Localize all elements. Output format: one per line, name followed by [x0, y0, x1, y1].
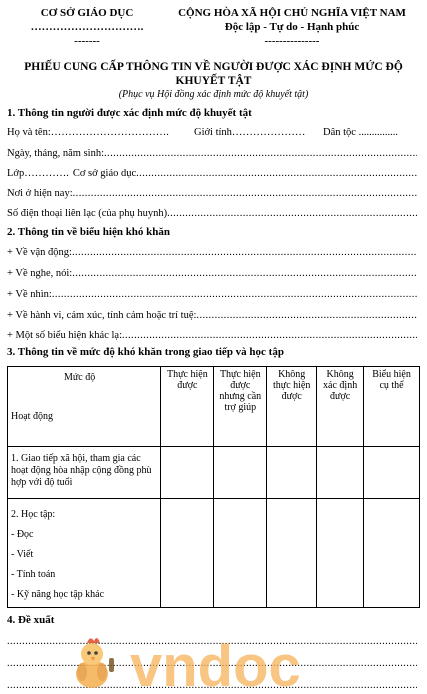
checkbox-cell[interactable] — [214, 499, 267, 608]
class-school-field — [7, 168, 417, 179]
corner-activity-label: Hoạt động — [11, 411, 53, 422]
form-subtitle: (Phục vụ Hội đồng xác định mức độ khuyết tật) — [118, 89, 309, 100]
residence-field — [7, 188, 417, 199]
vndoc-watermark-logo — [60, 632, 360, 694]
checkbox-cell[interactable] — [267, 447, 317, 499]
phone-field-label: Số điện thoại liên lạc (của phụ huynh) — [7, 208, 168, 219]
detail-cell[interactable] — [364, 447, 420, 499]
checkbox-cell[interactable] — [267, 499, 317, 608]
checkbox-cell[interactable] — [214, 447, 267, 499]
checkbox-cell[interactable] — [161, 499, 214, 608]
table-row — [8, 499, 420, 608]
section4-heading: 4. Đề xuất — [7, 614, 55, 626]
chicken-mascot-icon — [76, 638, 114, 688]
column-header: Không xác định được — [317, 367, 364, 447]
section2-heading: 2. Thông tin về biểu hiện khó khăn — [7, 226, 171, 238]
country-name: CỘNG HÒA XÃ HỘI CHỦ NGHĨA VIỆT NAM — [178, 7, 406, 19]
issuer-dash: ------- — [74, 35, 100, 47]
table-header-row — [8, 367, 420, 447]
watermark-text: vndoc — [130, 634, 301, 694]
difficulty-item: + Về vận động: ..... — [7, 247, 417, 258]
class-field-label: Lớp…………. — [7, 168, 69, 179]
difficulty-item: + Về nghe, nói: ..... — [7, 268, 417, 279]
column-header: Thực hiện được nhưng cần trợ giúp — [214, 367, 267, 447]
difficulty-table — [7, 366, 420, 608]
checkbox-cell[interactable] — [317, 447, 364, 499]
difficulty-item: + Về nhìn: ..... — [7, 289, 417, 300]
study-heading: 2. Học tập: — [11, 509, 56, 520]
dob-field — [7, 148, 417, 159]
residence-field-label: Nơi ở hiện nay: — [7, 188, 73, 199]
issuer-block — [18, 6, 156, 48]
motto-dash: --------------- — [264, 35, 320, 47]
column-header: Thực hiện được — [161, 367, 214, 447]
issuer-dots: …………………………. — [30, 21, 144, 33]
activity-cell: 1. Giao tiếp xã hội, tham gia các hoạt động hòa nhập cộng đồng phù hợp với độ tuổi — [8, 447, 161, 499]
dob-field-label: Ngày, tháng, năm sinh: — [7, 148, 105, 159]
national-motto: Độc lập - Tự do - Hạnh phúc — [224, 21, 360, 33]
table-corner-cell — [8, 367, 161, 447]
table-row — [8, 447, 420, 499]
column-header: Biểu hiện cụ thể — [364, 367, 420, 447]
checkbox-cell[interactable] — [161, 447, 214, 499]
study-item: - Viết — [11, 549, 34, 560]
activity-cell — [8, 499, 161, 608]
study-item: - Tính toán — [11, 569, 56, 580]
corner-level-label: Mức độ — [64, 372, 96, 383]
ethnic-field-label: Dân tộc ............... — [323, 127, 398, 138]
form-title-line1: PHIẾU CUNG CẤP THÔNG TIN VỀ NGƯỜI ĐƯỢC XÁC ĐỊNH MỨC ĐỘ — [24, 61, 403, 73]
difficulty-item: + Một số biểu hiện khác lạ: ..... — [7, 330, 417, 341]
gender-field-label: Giới tính………………… — [194, 127, 306, 138]
section3-heading: 3. Thông tin về mức độ khó khăn trong giao tiếp và học tập — [7, 346, 284, 358]
detail-cell[interactable] — [364, 499, 420, 608]
checkbox-cell[interactable] — [317, 499, 364, 608]
name-field-label: Họ và tên:……………………………. — [7, 127, 169, 138]
issuer-org: CƠ SỞ GIÁO DỤC — [40, 7, 134, 19]
column-header: Không thực hiện được — [267, 367, 317, 447]
study-item: - Kỹ năng học tập khác — [11, 589, 105, 600]
phone-field — [7, 208, 417, 219]
study-item: - Đọc — [11, 529, 34, 540]
national-header — [163, 6, 421, 48]
difficulty-item: + Về hành vi, cảm xúc, tính cảm hoặc trí tuệ: ..... — [7, 310, 417, 321]
section1-heading: 1. Thông tin người được xác định mức độ khuyết tật — [7, 107, 252, 119]
form-title-line2: KHUYẾT TẬT — [175, 75, 252, 87]
school-field-label: Cơ sở giáo dục — [72, 168, 137, 179]
